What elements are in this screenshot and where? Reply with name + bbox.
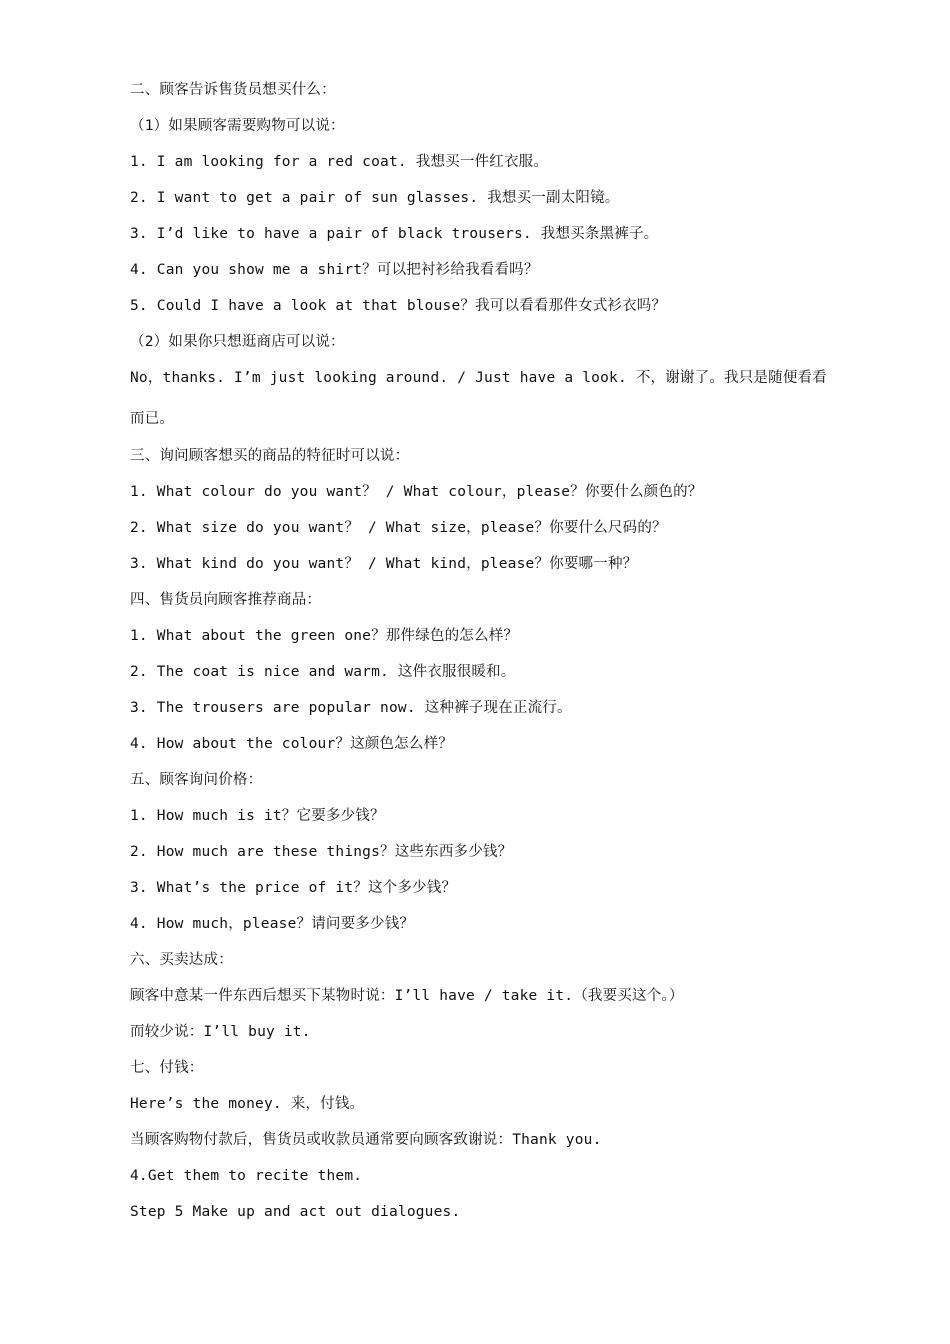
phrase-line: 2. How much are these things？这些东西多少钱？: [130, 844, 513, 860]
phrase-line: 4. How much，please？请问要多少钱？: [130, 916, 415, 932]
phrase-line: 1. How much is it？它要多少钱？: [130, 808, 385, 824]
phrase-line: 4. How about the colour？这颜色怎么样？: [130, 736, 453, 752]
step-line: Step 5 Make up and act out dialogues.: [130, 1204, 461, 1220]
phrase-line: 2. The coat is nice and warm. 这件衣服很暖和。: [130, 664, 516, 680]
section-heading-7: 七、付钱：: [130, 1060, 204, 1076]
section-heading-4: 四、售货员向顾客推荐商品：: [130, 592, 322, 608]
phrase-line: 1. What about the green one？那件绿色的怎么样？: [130, 628, 519, 644]
phrase-line: 1. What colour do you want？ / What colour，please？你要什么颜色的？: [130, 484, 703, 500]
phrase-line: 顾客中意某一件东西后想买下某物时说：I’ll have / take it.（我要买这个。）: [130, 988, 684, 1004]
section-heading-3: 三、询问顾客想买的商品的特征时可以说：: [130, 448, 410, 464]
document-body: [130, 80, 830, 1238]
phrase-line: 当顾客购物付款后，售货员或收款员通常要向顾客致谢说：Thank you.: [130, 1132, 602, 1148]
phrase-line: 而较少说：I’ll buy it.: [130, 1024, 311, 1040]
phrase-line: Here’s the money. 来，付钱。: [130, 1096, 365, 1112]
section-heading-2: 二、顾客告诉售货员想买什么：: [130, 82, 336, 98]
section-heading-5: 五、顾客询问价格：: [130, 772, 263, 788]
phrase-line: 4. Can you show me a shirt？可以把衬衫给我看看吗？: [130, 262, 539, 278]
phrase-paragraph: No，thanks. I’m just looking around. / Just have a look. 不，谢谢了。我只是随便看看而已。: [130, 370, 827, 427]
phrase-line: 2. I want to get a pair of sun glasses. 我想买一副太阳镜。: [130, 190, 620, 206]
phrase-line: 5. Could I have a look at that blouse？我可以看看那件女式衫衣吗？: [130, 298, 667, 314]
instruction-line: 4.Get them to recite them.: [130, 1168, 363, 1184]
section-heading-6: 六、买卖达成：: [130, 952, 233, 968]
subheading-browsing: （2）如果你只想逛商店可以说：: [130, 334, 345, 350]
subheading-shopping: （1）如果顾客需要购物可以说：: [130, 118, 345, 134]
phrase-line: 3. What’s the price of it？这个多少钱？: [130, 880, 457, 896]
phrase-line: 3. The trousers are popular now. 这种裤子现在正流行。: [130, 700, 572, 716]
phrase-line: 3. I’d like to have a pair of black trousers. 我想买条黑裤子。: [130, 226, 659, 242]
phrase-line: 1. I am looking for a red coat. 我想买一件红衣服。: [130, 154, 549, 170]
phrase-line: 3. What kind do you want？ / What kind，please？你要哪一种？: [130, 556, 638, 572]
phrase-line: 2. What size do you want？ / What size，please？你要什么尺码的？: [130, 520, 667, 536]
